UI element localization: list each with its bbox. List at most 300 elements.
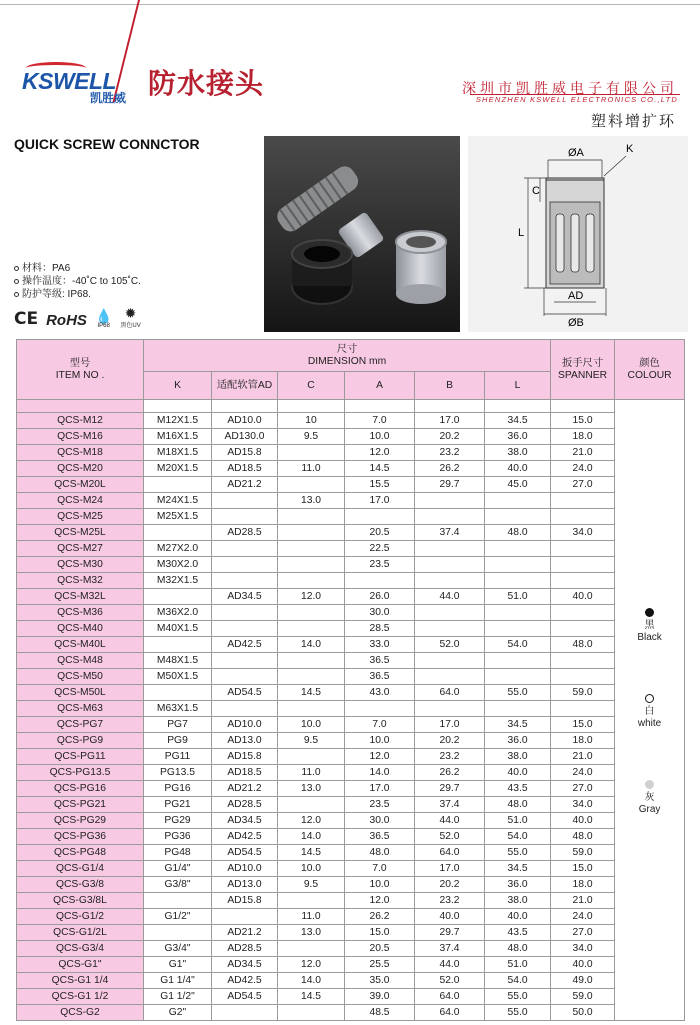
header-ad: 适配软管AD [212,372,278,400]
ip68-icon: 💧 IP68 [94,308,113,329]
cell-l: 36.0 [485,733,551,749]
cell-b: 29.7 [415,477,485,493]
cell-ad [212,701,278,717]
page-title: 防水接头 [148,67,265,100]
cell-k: PG11 [144,749,212,765]
cell-spanner: 27.0 [551,925,615,941]
cell-spanner [551,541,615,557]
table-row [17,925,685,941]
cell-c: 11.0 [278,765,345,781]
label-k: K [626,143,634,155]
cell-model: QCS-M27 [17,541,144,557]
cell-a: 20.5 [345,941,415,957]
cell-model: QCS-M30 [17,557,144,573]
cell-k: PG7 [144,717,212,733]
cell-ad: AD15.8 [212,445,278,461]
cell-ad: AD15.8 [212,749,278,765]
cell-c: 14.5 [278,989,345,1005]
header-k: K [144,372,212,400]
cell-b [415,493,485,509]
cell-a [345,701,415,717]
cell-l: 45.0 [485,477,551,493]
cell-k [144,685,212,701]
cell-a: 48.0 [345,845,415,861]
cell-ad [212,573,278,589]
cell-ad: AD42.5 [212,637,278,653]
cell-model: QCS-PG21 [17,797,144,813]
cell-b: 20.2 [415,877,485,893]
table-row [17,781,685,797]
colour-black [637,608,661,644]
cell-spanner: 24.0 [551,461,615,477]
cell-c [278,653,345,669]
cell-l [485,509,551,525]
cell-c [278,525,345,541]
cell-b [415,557,485,573]
cell-l: 40.0 [485,461,551,477]
cell-b: 64.0 [415,845,485,861]
cell-a: 39.0 [345,989,415,1005]
cell-a: 20.5 [345,525,415,541]
cell-a: 36.5 [345,669,415,685]
cell-k [144,637,212,653]
cell-model: QCS-M50L [17,685,144,701]
cell-a: 23.5 [345,557,415,573]
cell-a: 10.0 [345,733,415,749]
cell-ad: AD130.0 [212,429,278,445]
cell-c: 10 [278,413,345,429]
cell-a: 36.5 [345,653,415,669]
cell-l: 51.0 [485,957,551,973]
cell-a: 25.5 [345,957,415,973]
spec-item [14,288,141,301]
cell-c: 14.5 [278,685,345,701]
cell-c [278,749,345,765]
cell-c: 12.0 [278,813,345,829]
cell-a: 12.0 [345,749,415,765]
cell-spanner: 40.0 [551,813,615,829]
table-row [17,509,685,525]
cell-k: M32X1.5 [144,573,212,589]
cell-spanner [551,653,615,669]
cell-spanner: 15.0 [551,717,615,733]
cell-c: 12.0 [278,957,345,973]
cell-model: QCS-PG11 [17,749,144,765]
cell-b: 37.4 [415,941,485,957]
cell-a: 35.0 [345,973,415,989]
cell-ad: AD18.5 [212,461,278,477]
cell-b [415,701,485,717]
cell-spanner: 21.0 [551,893,615,909]
cell-k: G2" [144,1005,212,1021]
cell-b: 17.0 [415,717,485,733]
cell-ad: AD28.5 [212,797,278,813]
cell-b: 40.0 [415,909,485,925]
cell-l: 54.0 [485,973,551,989]
cell-model: QCS-PG29 [17,813,144,829]
colour-white [638,694,661,730]
cell-c [278,893,345,909]
cell-c: 9.5 [278,429,345,445]
table-row [17,701,685,717]
header-b: B [415,372,485,400]
cell-model: QCS-M18 [17,445,144,461]
colour-white-cn: 白 [644,706,655,717]
table-row [17,413,685,429]
cell-c: 9.5 [278,733,345,749]
cell-l: 40.0 [485,765,551,781]
cell-k: PG16 [144,781,212,797]
bullet-icon [14,279,19,284]
spec-table [16,339,685,1021]
cell-model: QCS-G1/2 [17,909,144,925]
uv-label: 黑色UV [120,323,141,329]
cell-k: M20X1.5 [144,461,212,477]
cell-c [278,701,345,717]
spec-temperature: 操作温度：-40˚C to 105˚C. [22,276,141,287]
cell-l: 34.5 [485,413,551,429]
cell-ad: AD34.5 [212,589,278,605]
cell-model: QCS-G1/4 [17,861,144,877]
spec-item [14,275,141,288]
cell-c [278,445,345,461]
cell-spanner: 15.0 [551,413,615,429]
cell-spanner: 48.0 [551,637,615,653]
table-row [17,605,685,621]
table-row [17,877,685,893]
table-row [17,893,685,909]
cell-l: 34.5 [485,861,551,877]
header-spanner: 扳手尺寸 SPANNER [551,340,615,400]
cell-k [144,925,212,941]
cell-l: 43.5 [485,781,551,797]
table-row [17,541,685,557]
cell-b: 44.0 [415,813,485,829]
cell-k: M18X1.5 [144,445,212,461]
cell-l: 43.5 [485,925,551,941]
spec-material: 材料：PA6 [22,263,71,274]
cell-b: 23.2 [415,749,485,765]
cell-l: 38.0 [485,893,551,909]
table-row [17,637,685,653]
cell-k: G1 1/4" [144,973,212,989]
table-row [17,765,685,781]
cell-model: QCS-G1/2L [17,925,144,941]
cell-b: 37.4 [415,797,485,813]
cell-ad [212,541,278,557]
cell-ad: AD21.2 [212,477,278,493]
cell-b [415,669,485,685]
cell-model: QCS-G1 1/4 [17,973,144,989]
cell-a: 7.0 [345,413,415,429]
cell-c [278,477,345,493]
cell-a [345,573,415,589]
top-rule [0,4,700,5]
cell-c: 11.0 [278,461,345,477]
cell-c [278,797,345,813]
cell-model: QCS-M25 [17,509,144,525]
cell-k [144,589,212,605]
cell-k: G1/4" [144,861,212,877]
company-name-en: SHENZHEN KSWELL ELECTRONICS CO.,LTD [475,95,678,104]
colour-column [615,400,685,1021]
table-row [17,749,685,765]
cell-l: 55.0 [485,845,551,861]
cell-c [278,541,345,557]
cell-b: 52.0 [415,829,485,845]
cell-a [345,509,415,525]
cell-c [278,1005,345,1021]
cell-k: M12X1.5 [144,413,212,429]
cell-c: 10.0 [278,861,345,877]
cell-l: 54.0 [485,829,551,845]
header-model: 型号 ITEM NO . [17,340,144,400]
cell-l: 51.0 [485,589,551,605]
table-row [17,717,685,733]
cell-spanner [551,701,615,717]
cell-ad [212,669,278,685]
cell-model: QCS-M48 [17,653,144,669]
cell-model: QCS-M32L [17,589,144,605]
table-row [17,845,685,861]
cell-k: M48X1.5 [144,653,212,669]
cell-ad: AD10.0 [212,717,278,733]
cell-b: 44.0 [415,957,485,973]
header-a: A [345,372,415,400]
cell-k: M25X1.5 [144,509,212,525]
cell-l: 38.0 [485,749,551,765]
cell-l [485,605,551,621]
cell-ad: AD28.5 [212,525,278,541]
cell-k: PG13.5 [144,765,212,781]
cell-spanner: 34.0 [551,525,615,541]
cell-spanner [551,605,615,621]
cell-model: QCS-M12 [17,413,144,429]
company-logo [22,70,132,110]
table-row [17,589,685,605]
cell-b: 64.0 [415,685,485,701]
cell-b: 29.7 [415,925,485,941]
cell-k: G1" [144,957,212,973]
cell-l [485,621,551,637]
cell-k: M50X1.5 [144,669,212,685]
cell-k [144,477,212,493]
cell-a: 14.0 [345,765,415,781]
cell-a: 30.0 [345,813,415,829]
cell-spanner: 21.0 [551,445,615,461]
cell-l: 54.0 [485,637,551,653]
cell-l: 34.5 [485,717,551,733]
cell-ad: AD13.0 [212,877,278,893]
cell-l: 48.0 [485,941,551,957]
company-name-cn: 深圳市凯胜威电子有限公司 [462,80,678,96]
label-a: ØA [568,147,584,159]
cell-spanner: 59.0 [551,845,615,861]
cell-model: QCS-PG7 [17,717,144,733]
cell-k: PG36 [144,829,212,845]
cell-a: 10.0 [345,429,415,445]
cell-model: QCS-M36 [17,605,144,621]
header-gap-row [17,400,685,413]
technical-drawing [468,136,688,332]
cell-k: G1 1/2" [144,989,212,1005]
cell-k: PG21 [144,797,212,813]
cell-b: 52.0 [415,637,485,653]
header-l: L [485,372,551,400]
cell-ad: AD42.5 [212,973,278,989]
cell-a: 26.0 [345,589,415,605]
cell-model: QCS-G3/8L [17,893,144,909]
table-row [17,733,685,749]
cell-spanner: 15.0 [551,861,615,877]
cell-spanner [551,509,615,525]
cell-spanner: 18.0 [551,733,615,749]
cell-ad: AD21.2 [212,925,278,941]
product-photo [264,136,460,332]
cell-a: 10.0 [345,877,415,893]
cell-model: QCS-PG13.5 [17,765,144,781]
cell-ad: AD15.8 [212,893,278,909]
cell-ad [212,509,278,525]
cell-a: 28.5 [345,621,415,637]
cell-l [485,557,551,573]
rohs-mark: RoHS [46,312,87,329]
table-row [17,477,685,493]
cell-a: 17.0 [345,493,415,509]
cell-ad [212,621,278,637]
cell-k [144,525,212,541]
cell-ad [212,557,278,573]
cell-c [278,573,345,589]
cell-k: G3/8" [144,877,212,893]
cell-c: 14.0 [278,637,345,653]
cell-model: QCS-G1" [17,957,144,973]
cell-model: QCS-M16 [17,429,144,445]
ce-mark: CE [14,309,39,329]
cell-a: 33.0 [345,637,415,653]
cell-spanner: 27.0 [551,781,615,797]
cell-b: 17.0 [415,861,485,877]
cell-k: PG48 [144,845,212,861]
table-row [17,909,685,925]
cell-ad: AD21.2 [212,781,278,797]
cell-model: QCS-PG48 [17,845,144,861]
cell-c: 10.0 [278,717,345,733]
table-row [17,557,685,573]
cell-k [144,893,212,909]
cell-spanner [551,669,615,685]
cell-l: 36.0 [485,877,551,893]
cell-c [278,557,345,573]
colour-gray-en: Gray [638,804,661,815]
table-row [17,653,685,669]
cell-l [485,573,551,589]
cell-ad: AD34.5 [212,813,278,829]
cell-ad: AD54.5 [212,989,278,1005]
cell-b [415,541,485,557]
table-row [17,829,685,845]
cell-model: QCS-G2 [17,1005,144,1021]
cell-k: M16X1.5 [144,429,212,445]
cell-b: 64.0 [415,989,485,1005]
cell-b: 20.2 [415,733,485,749]
certification-marks [14,306,141,329]
table-row [17,525,685,541]
logo-swoosh [26,62,86,74]
cell-c [278,941,345,957]
cell-l [485,701,551,717]
cell-model: QCS-M63 [17,701,144,717]
cell-spanner [551,621,615,637]
label-b: ØB [568,317,584,329]
cell-model: QCS-M20 [17,461,144,477]
product-heading: QUICK SCREW CONNCTOR [14,136,200,152]
cell-ad [212,909,278,925]
cell-k: M36X2.0 [144,605,212,621]
cell-model: QCS-M40L [17,637,144,653]
cell-model: QCS-M25L [17,525,144,541]
cell-l: 48.0 [485,797,551,813]
bullet-icon [14,266,19,271]
table-row [17,973,685,989]
cell-a: 36.5 [345,829,415,845]
cell-k: M40X1.5 [144,621,212,637]
table-row [17,957,685,973]
header-colour: 颜色 COLOUR [615,340,685,400]
cell-ad: AD54.5 [212,845,278,861]
colour-black-cn: 黑 [644,620,655,631]
cell-model: QCS-M32 [17,573,144,589]
cell-l: 38.0 [485,445,551,461]
cell-ad: AD13.0 [212,733,278,749]
spec-protection: 防护等级: IP68. [22,289,91,300]
cell-spanner: 40.0 [551,957,615,973]
cell-spanner [551,557,615,573]
white-swatch-icon [645,694,654,703]
cell-k: G1/2" [144,909,212,925]
cell-a: 7.0 [345,717,415,733]
table-row [17,685,685,701]
cell-b: 26.2 [415,765,485,781]
cell-ad [212,493,278,509]
cell-a: 12.0 [345,893,415,909]
table-row [17,797,685,813]
cell-a: 30.0 [345,605,415,621]
spec-list [14,262,141,301]
cell-b [415,509,485,525]
cell-spanner: 21.0 [551,749,615,765]
spec-item [14,262,141,275]
table-row [17,669,685,685]
cell-b [415,573,485,589]
cell-b [415,653,485,669]
cell-b: 52.0 [415,973,485,989]
cell-l [485,653,551,669]
cell-c: 13.0 [278,493,345,509]
cell-model: QCS-PG36 [17,829,144,845]
cell-a: 15.5 [345,477,415,493]
cell-c: 14.0 [278,973,345,989]
cell-b: 23.2 [415,445,485,461]
label-l: L [518,227,525,239]
table-row [17,813,685,829]
logo-wordmark: KSWELL [22,68,117,94]
cell-k: PG29 [144,813,212,829]
cell-ad: AD54.5 [212,685,278,701]
cell-spanner: 34.0 [551,797,615,813]
header-dimension: 尺寸 DIMENSION mm [144,340,551,372]
cell-ad: AD28.5 [212,941,278,957]
